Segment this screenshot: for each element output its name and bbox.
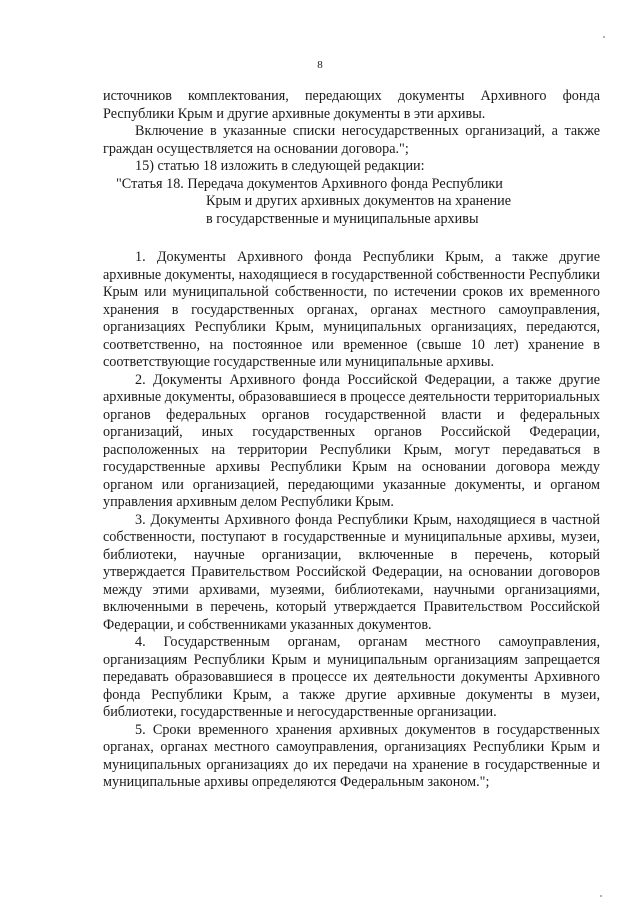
article-18-item-2: 2. Документы Архивного фонда Российской Федерации, а также другие архивные документы, образовавшиеся в процессе деятельности территориальных органов федеральных органов государственной власти и федеральных организаций, иных государственных органов Российской Федерации, расположенных на территории Республики Крым, могут передаваться в государственные архивы Республики Крым на основании договора между органом или организацией, передающими указанные документы, и органом управления архивным делом Республики Крым. xyxy=(103,371,600,510)
paragraph-amendment-15: 15) статью 18 изложить в следующей редакции: xyxy=(135,158,425,174)
scan-speck xyxy=(603,36,605,38)
article-18-item-5: 5. Сроки временного хранения архивных документов в государственных органах, органах местного самоуправления, организациях Республики Крым и муниципальных организациях до их передачи на хранение в государственные и муниципальные архивы определяются Федеральным законом."; xyxy=(103,721,600,790)
article-18-title-line-2: Крым и других архивных документов на хранение xyxy=(206,193,511,209)
page-number: 8 xyxy=(317,59,323,71)
section-spacer xyxy=(103,228,600,249)
document-body xyxy=(103,88,600,792)
scan-speck xyxy=(600,895,602,897)
article-18-item-4: 4. Государственным органам, органам местного самоуправления, организациям Республики Крым и муниципальным организациям запрещается передавать образовавшиеся в процессе их деятельности документы Архивного фонда Республики Крым, а также другие архивные документы в музеи, библиотеки, государственные и негосударственные организации. xyxy=(103,634,600,720)
article-18-item-3: 3. Документы Архивного фонда Республики Крым, находящиеся в частной собственности, поступают в государственные и муниципальные архивы, музеи, библиотеки, научные организации, включенные в перечень, который утверждается Правительством Российской Федерации, на основании договоров между этими архивами, музеями, библиотеками, научными организациями, включенными в перечень, который утверждается Правительством Российской Федерации, и собственниками указанных документов. xyxy=(103,511,600,633)
article-18-title-line-3: в государственные и муниципальные архивы xyxy=(206,210,479,227)
article-18-item-1: 1. Документы Архивного фонда Республики Крым, а также другие архивные документы, находящиеся в государственной собственности Республики Крым или муниципальной собственности, по истечении сроков их временного хранения в государственных органах, органах местного самоуправления, организациях Республики Крым, муниципальных организациях, передаются, соответственно, на постоянное или временное (свыше 10 лет) хранение в соответствующие государственные или муниципальные архивы. xyxy=(103,249,600,370)
article-18-title-line-1: "Статья 18. Передача документов Архивного фонда Республики xyxy=(116,175,503,192)
paragraph-inclusion-clause: Включение в указанные списки негосударственных организаций, а также граждан осуществляется на основании договора."; xyxy=(103,123,600,157)
paragraph-sources-continuation: источников комплектования, передающих документы Архивного фонда Республики Крым и другие архивные документы в эти архивы. xyxy=(103,88,600,122)
